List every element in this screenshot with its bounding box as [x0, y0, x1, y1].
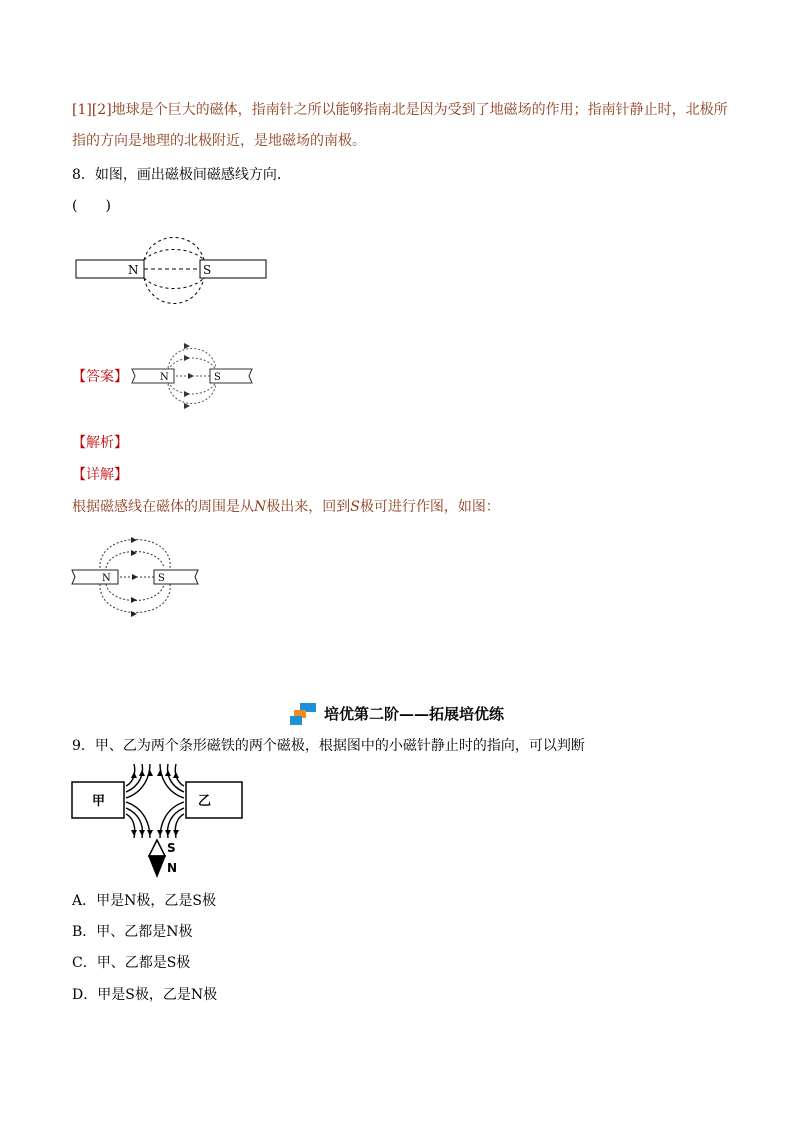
arrow-icon — [184, 403, 190, 409]
field-line-top-inner — [144, 250, 204, 261]
arrow-icon — [132, 574, 138, 580]
section-title-text: 培优第二阶——拓展培优练 — [323, 705, 504, 723]
arrow-icon — [184, 355, 190, 361]
section-title — [0, 700, 794, 727]
needle-s-label: S — [167, 841, 176, 855]
detail-text-a: 根据磁感线在磁体的周围是从 — [72, 499, 254, 515]
detail-n: N — [254, 499, 267, 515]
detail-s-label: S — [158, 573, 165, 584]
detail-figure — [70, 526, 200, 626]
arrow-icon — [184, 343, 190, 349]
arrow-icon — [131, 597, 137, 603]
explanation-line-1: [1][2]地球是个巨大的磁体，指南针之所以能够指南北是因为受到了地磁场的作用；指南针静止时，北极所 — [72, 102, 728, 118]
section-icon — [290, 703, 318, 725]
analysis-label: 【解析】 — [72, 435, 128, 451]
detail-text-c: 极可进行作图，如图： — [359, 499, 500, 515]
arrow-icon — [188, 373, 194, 379]
answer-n-label: N — [160, 372, 169, 383]
arrow-icon — [131, 537, 137, 543]
detail-text-b: 极出来，回到 — [266, 499, 351, 515]
detail-label: 【详解】 — [72, 467, 128, 483]
magnet-jia-label: 甲 — [92, 794, 106, 809]
field-line-bottom-inner — [144, 278, 204, 289]
q9-stem: 9．甲、乙为两个条形磁铁的两个磁极，根据图中的小磁针静止时的指向，可以判断 — [72, 738, 585, 754]
detail-text — [72, 496, 500, 518]
arrow-icon — [131, 550, 137, 556]
magnet-yi-label: 乙 — [198, 794, 212, 809]
q8-stem: 8．如图，画出磁极间磁感线方向． — [72, 167, 291, 183]
explanation-line-2: 指的方向是地理的北极附近，是地磁场的南极。 — [72, 133, 366, 149]
q8-figure — [72, 228, 272, 318]
answer-s-label: S — [214, 372, 221, 383]
field-line-top-outer — [144, 238, 204, 261]
needle-n-half — [149, 856, 165, 876]
option-c[interactable]: C．甲、乙都是S极 — [72, 955, 191, 971]
detail-s: S — [350, 499, 360, 515]
q9-figure — [70, 762, 244, 878]
right-pole-label: S — [203, 263, 212, 277]
option-a[interactable]: A．甲是N极，乙是S极 — [72, 893, 216, 909]
needle-n-label: N — [167, 861, 178, 875]
answer-figure — [128, 336, 256, 416]
field-line-bottom-outer — [144, 278, 204, 304]
detail-n-label: N — [102, 573, 111, 584]
answer-label: 【答案】 — [72, 369, 128, 385]
option-b[interactable]: B．甲、乙都是N极 — [72, 924, 193, 940]
arrow-icon — [184, 391, 190, 397]
magnet-yi — [186, 782, 242, 818]
q8-blank: ( ) — [72, 198, 111, 214]
needle-s-half — [149, 840, 165, 856]
option-d[interactable]: D．甲是S极，乙是N极 — [72, 987, 218, 1003]
left-pole-label: N — [128, 263, 139, 277]
field-arrows — [131, 770, 179, 836]
arrow-icon — [131, 611, 137, 617]
